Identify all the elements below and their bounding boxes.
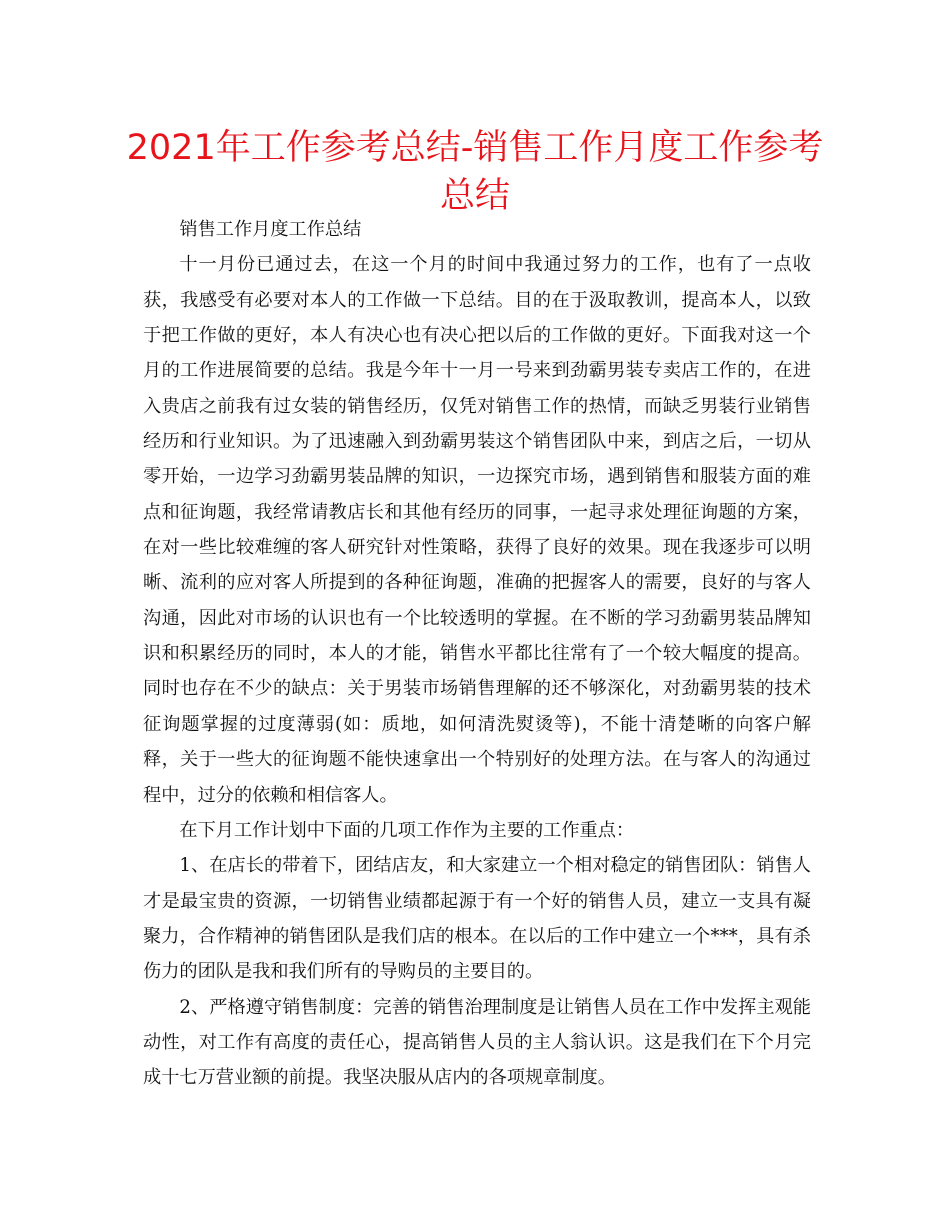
- document-body: [143, 212, 811, 1096]
- paragraph-summary: 十一月份已通过去，在这一个月的时间中我通过努力的工作，也有了一点收获，我感受有必要对本人的工作做一下总结。目的在于汲取教训，提高本人，以致于把工作做的更好，本人有决心也有决心把以后的工作做的更好。下面我对这一个月的工作进展简要的总结。我是今年十一月一号来到劲霸男装专卖店工作的，在进入贵店之前我有过女装的销售经历，仅凭对销售工作的热情，而缺乏男装行业销售经历和行业知识。为了迅速融入到劲霸男装这个销售团队中来，到店之后，一切从零开始，一边学习劲霸男装品牌的知识，一边探究市场，遇到销售和服装方面的难点和征询题，我经常请教店长和其他有经历的同事，一起寻求处理征询题的方案，在对一些比较难缠的客人研究针对性策略，获得了良好的效果。现在我逐步可以明晰、流利的应对客人所提到的各种征询题，准确的把握客人的需要，良好的与客人沟通，因此对市场的认识也有一个比较透明的掌握。在不断的学习劲霸男装品牌知识和积累经历的同时，本人的才能，销售水平都比往常有了一个较大幅度的提高。同时也存在不少的缺点：关于男装市场销售理解的还不够深化，对劲霸男装的技术征询题掌握的过度薄弱(如：质地，如何清洗熨烫等)，不能十清楚晰的向客户解释，关于一些大的征询题不能快速拿出一个特别好的处理方法。在与客人的沟通过程中，过分的依赖和相信客人。: [143, 254, 811, 806]
- paragraph-plan-item-2: 2、严格遵守销售制度：完善的销售治理制度是让销售人员在工作中发挥主观能动性，对工作有高度的责任心，提高销售人员的主人翁认识。这是我们在下个月完成十七万营业额的前提。我坚决服从店内的各项规章制度。: [143, 996, 811, 1089]
- paragraph-plan-intro: 在下月工作计划中下面的几项工作作为主要的工作重点：: [179, 819, 635, 841]
- document-title: 2021年工作参考总结-销售工作月度工作参考总结: [126, 128, 824, 216]
- paragraph-plan-item-1: 1、在店长的带着下，团结店友，和大家建立一个相对稳定的销售团队：销售人才是最宝贵的资源，一切销售业绩都起源于有一个好的销售人员，建立一支具有凝聚力，合作精神的销售团队是我们店的根本。在以后的工作中建立一个***，具有杀伤力的团队是我和我们所有的导购员的主要目的。: [143, 855, 811, 983]
- section-heading: 销售工作月度工作总结: [179, 219, 362, 240]
